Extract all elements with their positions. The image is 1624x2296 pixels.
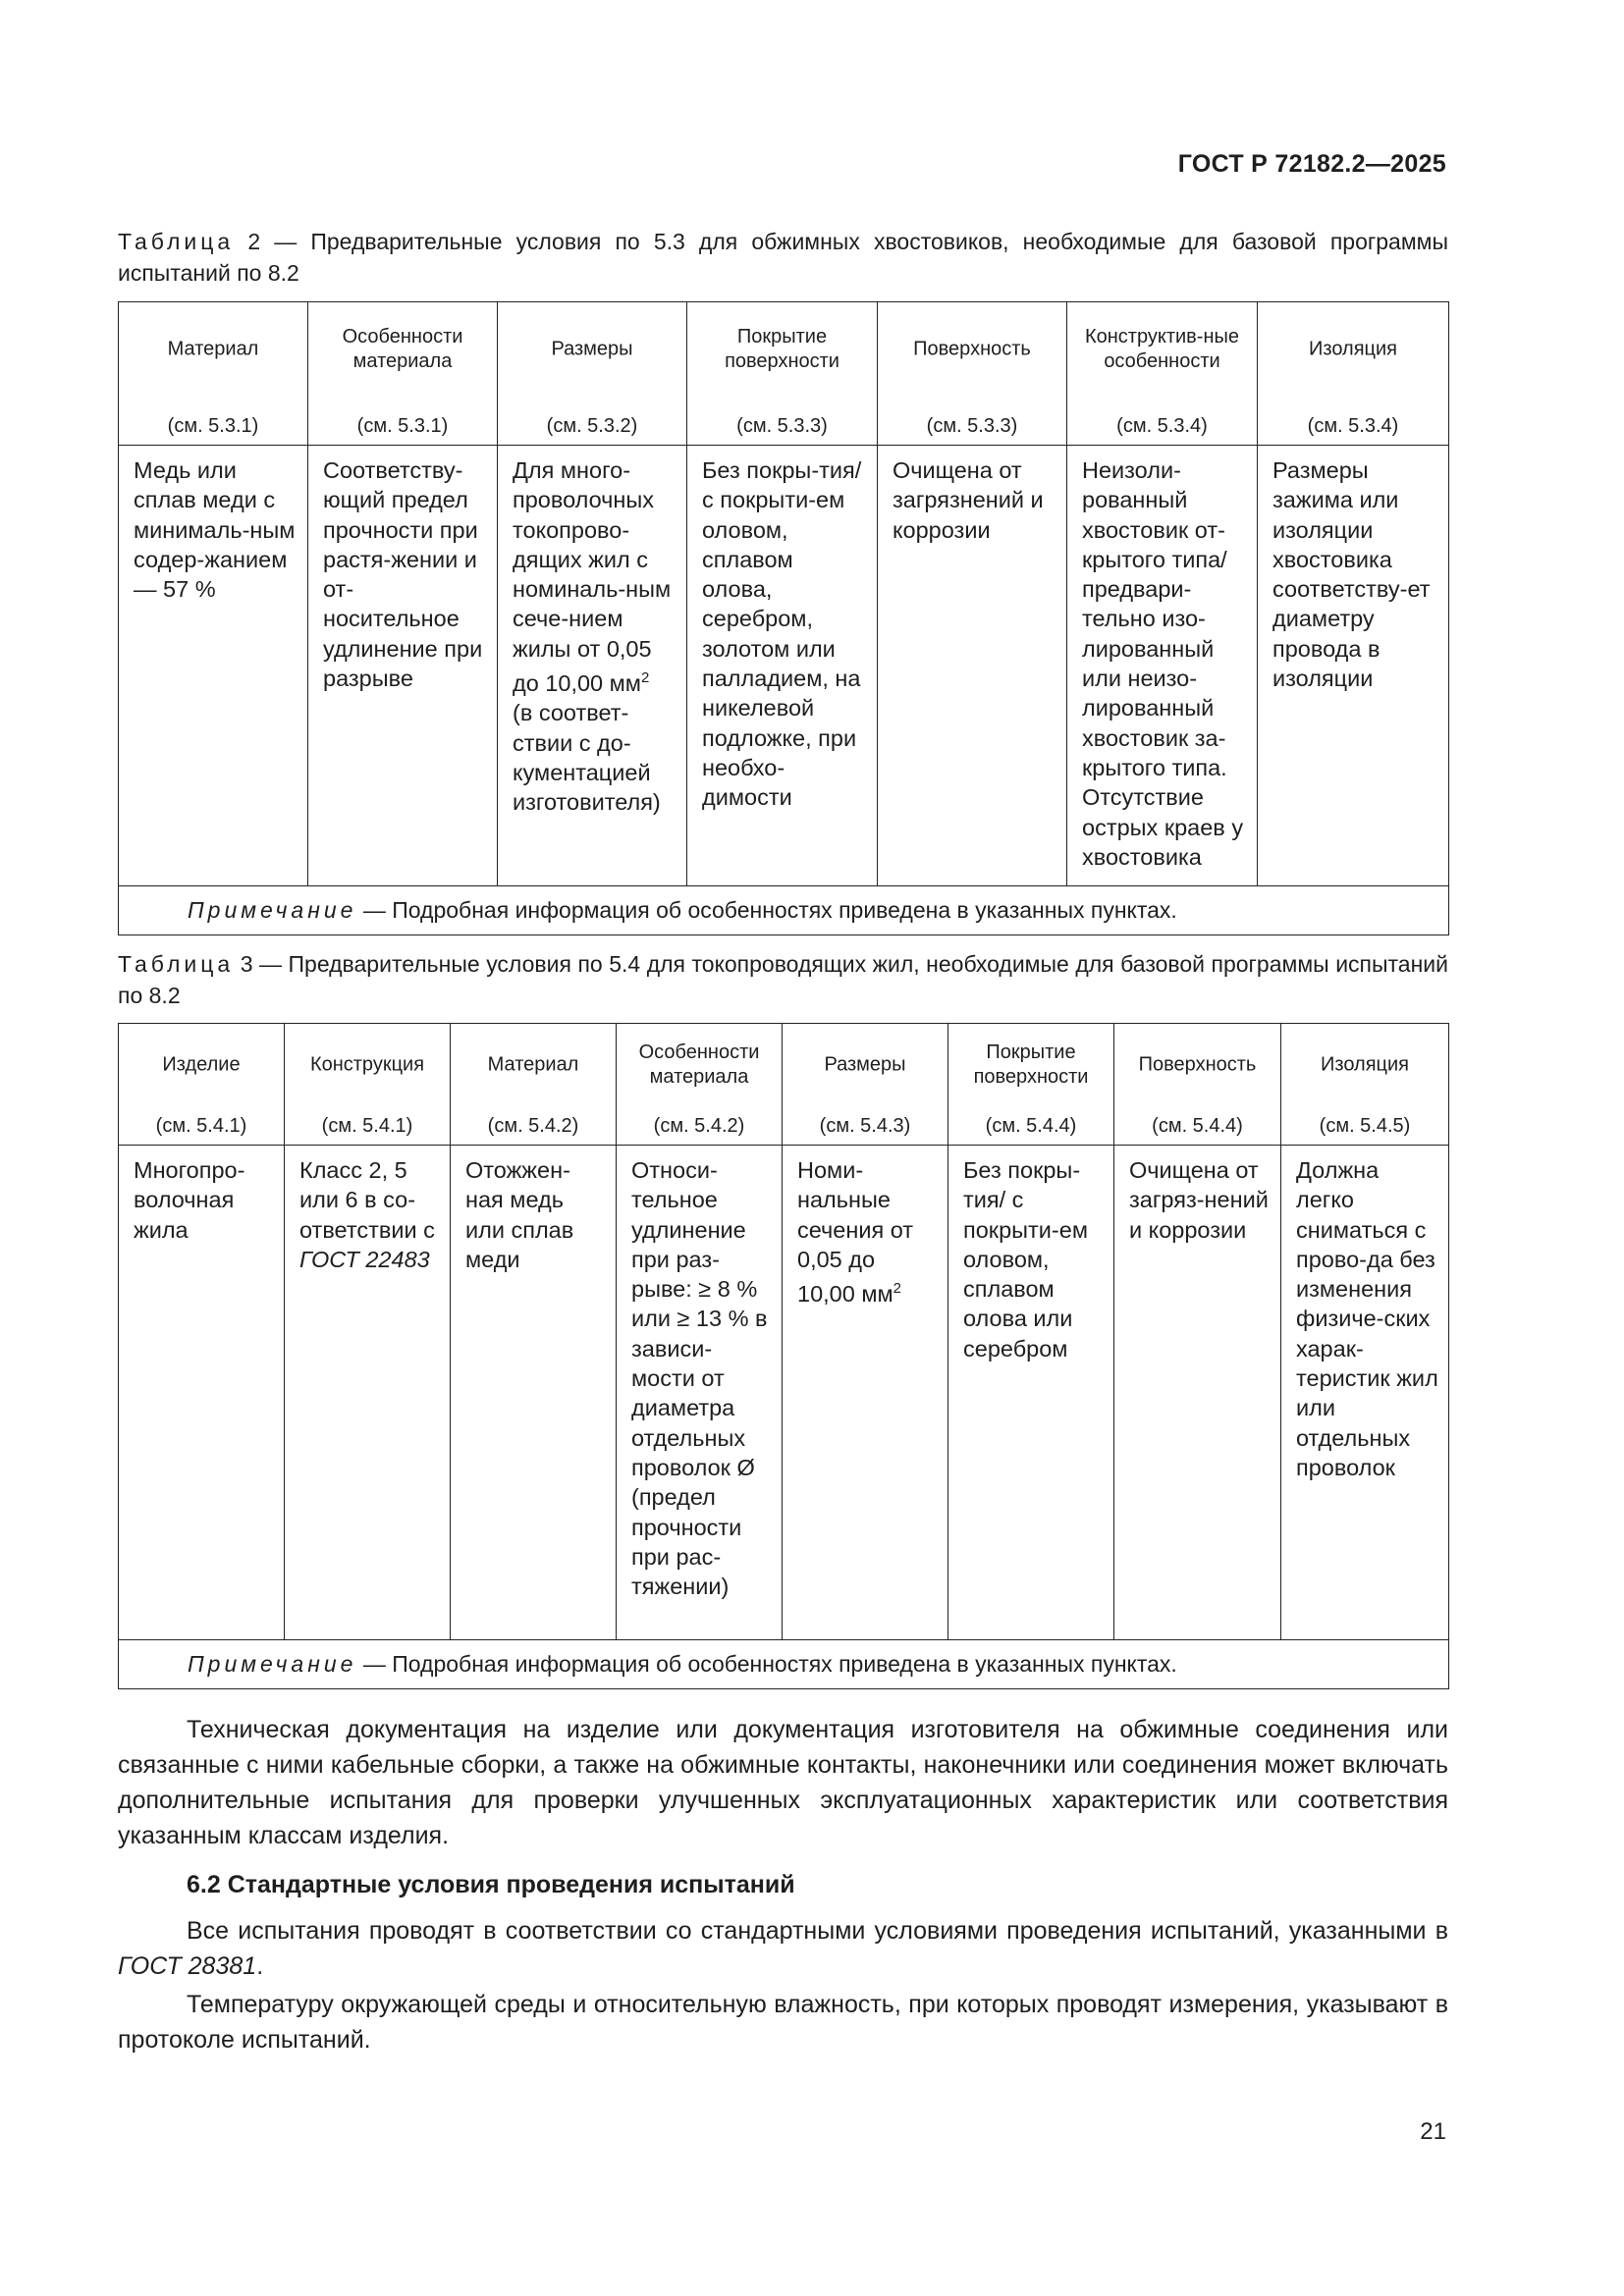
table3-col-construction: Конструкция (см. 5.4.1) (285, 1024, 451, 1146)
table3-caption-text: 3 — Предварительные условия по 5.4 для токопроводящих жил, необходимые для базовой программы испытаний по 8.2 (118, 951, 1448, 1008)
table3-caption (118, 948, 1448, 1011)
table2-col-material-features: Особенности материала (см. 5.3.1) (308, 302, 498, 446)
table2-header-row (119, 302, 1449, 446)
table2-caption-text: 2 — Предварительные условия по 5.3 для обжимных хвостовиков, необходимые для базовой программы испытаний по 8.2 (118, 229, 1448, 286)
paragraph-standard-conditions: Все испытания проводят в соответствии со стандартными условиями проведения испытаний, указанными в ГОСТ 28381. (118, 1917, 1448, 1980)
table3-cell-material: Отожжен-ная медь или сплав меди (451, 1146, 617, 1640)
table3-col-dimensions: Размеры (см. 5.4.3) (783, 1024, 948, 1146)
table3-cell-dimensions: Номи-нальные сечения от 0,05 до 10,00 $мм^2$ (783, 1146, 948, 1640)
table3-cell-coating: Без покры-тия/ с покрыти-ем оловом, сплавом олова или серебром (948, 1146, 1114, 1640)
table2-col-surface: Поверхность (см. 5.3.3) (878, 302, 1067, 446)
table2 (118, 301, 1449, 935)
table3-cell-material-features: Относи-тельное удлинение при раз-рыве: ≥ 8 % или ≥ 13 % в зависи-мости от диаметра отдельных проволок Ø (предел прочности при рас-тяжении) (617, 1146, 783, 1640)
table3-col-insulation: Изоляция (см. 5.4.5) (1281, 1024, 1449, 1146)
table3-caption-prefix: Таблица (118, 951, 235, 977)
document-code: ГОСТ Р 72182.2—2025 (1177, 150, 1446, 178)
table2-col-coating: Покрытие поверхности (см. 5.3.3) (687, 302, 878, 446)
table2-data-row (119, 446, 1449, 886)
note-label: Примечание (188, 897, 357, 923)
table2-caption (118, 226, 1448, 289)
superscript: 2 (640, 669, 650, 687)
note-text: — Подробная информация об особенностях приведена в указанных пунктах. (362, 1651, 1177, 1677)
table2-cell-material: Медь или сплав меди с минималь-ным содер-жанием — 57 % (119, 446, 308, 886)
table3-cell-surface: Очищена от загряз-нений и коррозии (1114, 1146, 1281, 1640)
table2-cell-dimensions: Для много-проволочных токопрово-дящих жил с номиналь-ным сече-нием жилы от 0,05 до 10,00 $мм^2$ (в соответ-ствии с до-кументацией изготовителя) (498, 446, 687, 886)
table2-cell-surface: Очищена от загрязнений и коррозии (878, 446, 1067, 886)
table3-note-row (119, 1640, 1449, 1689)
table2-cell-coating: Без покры-тия/ с покрыти-ем оловом, сплавом олова, серебром, золотом или палладием, на никелевой подложке, при необхо-димости (687, 446, 878, 886)
note-text: — Подробная информация об особенностях приведена в указанных пунктах. (362, 897, 1177, 923)
table3-note (119, 1640, 1449, 1689)
standard-reference: ГОСТ 22483 (299, 1246, 430, 1272)
table2-col-design: Конструктив-ные особенности (см. 5.3.4) (1067, 302, 1258, 446)
table2-cell-insulation: Размеры зажима или изоляции хвостовика соответству-ет диаметру провода в изоляции (1258, 446, 1449, 886)
table3-data-row (119, 1146, 1449, 1640)
table3 (118, 1023, 1449, 1689)
table2-caption-prefix: Таблица (118, 229, 235, 254)
note-label: Примечание (188, 1651, 357, 1677)
table3-header-row (119, 1024, 1449, 1146)
table3-col-material-features: Особенности материала (см. 5.4.2) (617, 1024, 783, 1146)
table2-note-row (119, 886, 1449, 935)
table2-col-dimensions: Размеры (см. 5.3.2) (498, 302, 687, 446)
section-title: 6.2 Стандартные условия проведения испытаний (187, 1871, 795, 1898)
table3-col-surface: Поверхность (см. 5.4.4) (1114, 1024, 1281, 1146)
standard-reference: ГОСТ 28381 (118, 1952, 257, 1980)
paragraph-measurement-conditions: Температуру окружающей среды и относительную влажность, при которых проводят измерения, указывают в протоколе испытаний. (118, 1991, 1448, 2054)
page-number: 21 (1420, 2118, 1446, 2145)
table2-cell-design: Неизоли-рованный хвостовик от-крытого типа/ предвари-тельно изо-лированный или неизо-лированный хвостовик за-крытого типа. Отсутствие острых краев у хвостовика (1067, 446, 1258, 886)
table3-cell-product: Многопро-волочная жила (119, 1146, 285, 1640)
table2-col-insulation: Изоляция (см. 5.3.4) (1258, 302, 1449, 446)
table3-col-product: Изделие (см. 5.4.1) (119, 1024, 285, 1146)
table2-note (119, 886, 1449, 935)
table2-col-material: Материал (см. 5.3.1) (119, 302, 308, 446)
superscript: 2 (893, 1280, 901, 1298)
table3-col-coating: Покрытие поверхности (см. 5.4.4) (948, 1024, 1114, 1146)
table3-cell-insulation: Должна легко сниматься с прово-да без изменения физиче-ских харак-теристик жил или отдельных проволок (1281, 1146, 1449, 1640)
table3-col-material: Материал (см. 5.4.2) (451, 1024, 617, 1146)
table3-cell-construction: Класс 2, 5 или 6 в со-ответствии с ГОСТ 22483 (285, 1146, 451, 1640)
table2-cell-material-features: Соответству-ющий предел прочности при растя-жении и от-носительное удлинение при разрыве (308, 446, 498, 886)
paragraph-tech-docs: Техническая документация на изделие или документация изготовителя на обжимные соединения или связанные с ними кабельные сборки, а также на обжимные контакты, наконечники или соединения может включать дополнительные испытания для проверки улучшенных эксплуатационных характеристик или соответствия указанным классам изделия. (118, 1716, 1448, 1849)
